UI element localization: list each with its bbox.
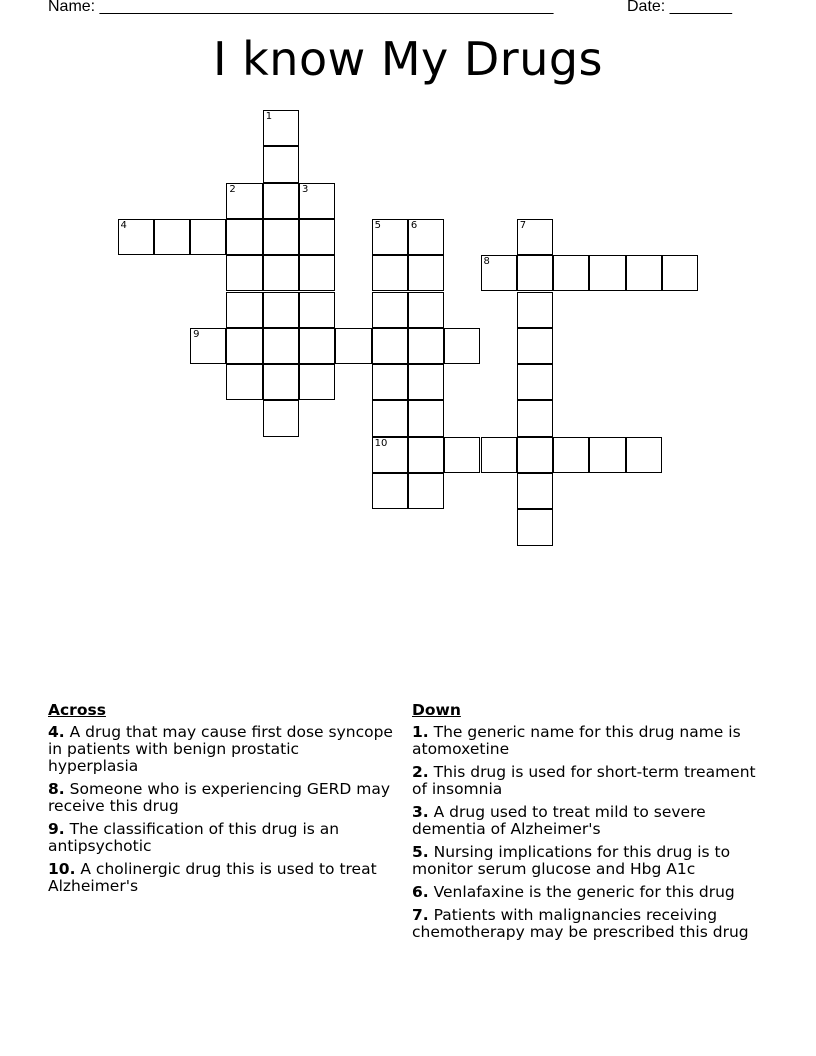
grid-cell[interactable] — [263, 146, 299, 182]
grid-cell[interactable] — [517, 328, 553, 364]
grid-cell[interactable] — [517, 292, 553, 328]
down-clues — [412, 702, 772, 947]
grid-cell[interactable] — [299, 364, 335, 400]
grid-cell[interactable] — [481, 437, 517, 473]
grid-cell[interactable] — [517, 219, 553, 255]
down-clue: 1. The generic name for this drug name is atomoxetine — [412, 723, 741, 758]
grid-cell[interactable] — [226, 255, 262, 291]
grid-cell[interactable] — [626, 437, 662, 473]
down-clue: 6. Venlafaxine is the generic for this drug — [412, 883, 735, 901]
grid-cell[interactable] — [372, 437, 408, 473]
grid-cell[interactable] — [226, 219, 262, 255]
grid-cell[interactable] — [299, 183, 335, 219]
grid-cell[interactable] — [263, 292, 299, 328]
clue-number: 5 — [374, 219, 381, 231]
grid-cell[interactable] — [589, 437, 625, 473]
across-heading: Across — [48, 701, 106, 719]
grid-cell[interactable] — [372, 400, 408, 436]
grid-cell[interactable] — [517, 473, 553, 509]
grid-cell[interactable] — [517, 437, 553, 473]
grid-cell[interactable] — [553, 255, 589, 291]
date-field[interactable]: Date: _______ — [627, 0, 732, 15]
across-clue: 10. A cholinergic drug this is used to treat Alzheimer's — [48, 860, 377, 895]
grid-cell[interactable] — [118, 219, 154, 255]
grid-cell[interactable] — [408, 292, 444, 328]
clue-number: 10 — [374, 437, 388, 449]
grid-cell[interactable] — [408, 219, 444, 255]
grid-cell[interactable] — [372, 219, 408, 255]
across-clue: 8. Someone who is experiencing GERD may receive this drug — [48, 780, 391, 815]
grid-cell[interactable] — [372, 364, 408, 400]
grid-cell[interactable] — [553, 437, 589, 473]
clue-number: 4 — [120, 219, 127, 231]
grid-cell[interactable] — [517, 509, 553, 545]
across-clues — [48, 702, 393, 901]
grid-cell[interactable] — [263, 183, 299, 219]
down-heading: Down — [412, 701, 461, 719]
grid-cell[interactable] — [372, 328, 408, 364]
grid-cell[interactable] — [154, 219, 190, 255]
grid-cell[interactable] — [481, 255, 517, 291]
grid-cell[interactable] — [408, 364, 444, 400]
grid-cell[interactable] — [190, 328, 226, 364]
grid-cell[interactable] — [444, 328, 480, 364]
grid-cell[interactable] — [408, 437, 444, 473]
grid-cell[interactable] — [517, 400, 553, 436]
across-clue: 9. The classification of this drug is an antipsychotic — [48, 820, 340, 855]
grid-cell[interactable] — [372, 255, 408, 291]
grid-cell[interactable] — [263, 364, 299, 400]
grid-cell[interactable] — [299, 255, 335, 291]
clue-number: 1 — [265, 111, 273, 122]
down-clue: 5. Nursing implications for this drug is to monitor serum glucose and Hbg A1c — [412, 843, 731, 878]
clue-number: 9 — [193, 328, 200, 340]
grid-cell[interactable] — [372, 473, 408, 509]
grid-cell[interactable] — [662, 255, 698, 291]
grid-cell[interactable] — [263, 400, 299, 436]
across-clue: 4. A drug that may cause first dose syncope in patients with benign prostatic hyperplasia — [48, 723, 393, 775]
grid-cell[interactable] — [372, 292, 408, 328]
clue-number: 2 — [229, 183, 236, 195]
grid-cell[interactable] — [190, 219, 226, 255]
grid-cell[interactable] — [226, 364, 262, 400]
grid-cell[interactable] — [226, 292, 262, 328]
grid-cell[interactable] — [299, 219, 335, 255]
clue-number: 7 — [519, 219, 527, 231]
down-clue: 2. This drug is used for short-term treament of insomnia — [412, 763, 756, 798]
page-title: I know My Drugs — [212, 32, 604, 86]
down-clue: 7. Patients with malignancies receiving chemotherapy may be prescribed this drug — [412, 906, 749, 941]
clue-number: 3 — [302, 183, 309, 195]
grid-cell[interactable] — [299, 328, 335, 364]
clue-number: 8 — [483, 256, 490, 268]
grid-cell[interactable] — [408, 473, 444, 509]
grid-cell[interactable] — [517, 364, 553, 400]
name-field[interactable]: Name: ___________________________________________________ — [48, 0, 554, 15]
down-clue: 3. A drug used to treat mild to severe dementia of Alzheimer's — [412, 803, 706, 838]
grid-cell[interactable] — [408, 328, 444, 364]
clue-number: 6 — [410, 219, 418, 231]
grid-cell[interactable] — [226, 183, 262, 219]
grid-cell[interactable] — [263, 219, 299, 255]
grid-cell[interactable] — [626, 255, 662, 291]
grid-cell[interactable] — [408, 255, 444, 291]
grid-cell[interactable] — [299, 292, 335, 328]
grid-cell[interactable] — [408, 400, 444, 436]
grid-cell[interactable] — [335, 328, 371, 364]
grid-cell[interactable] — [263, 255, 299, 291]
grid-cell[interactable] — [589, 255, 625, 291]
grid-cell[interactable] — [263, 328, 299, 364]
grid-cell[interactable] — [263, 110, 299, 146]
grid-cell[interactable] — [517, 255, 553, 291]
grid-cell[interactable] — [226, 328, 262, 364]
grid-cell[interactable] — [444, 437, 480, 473]
